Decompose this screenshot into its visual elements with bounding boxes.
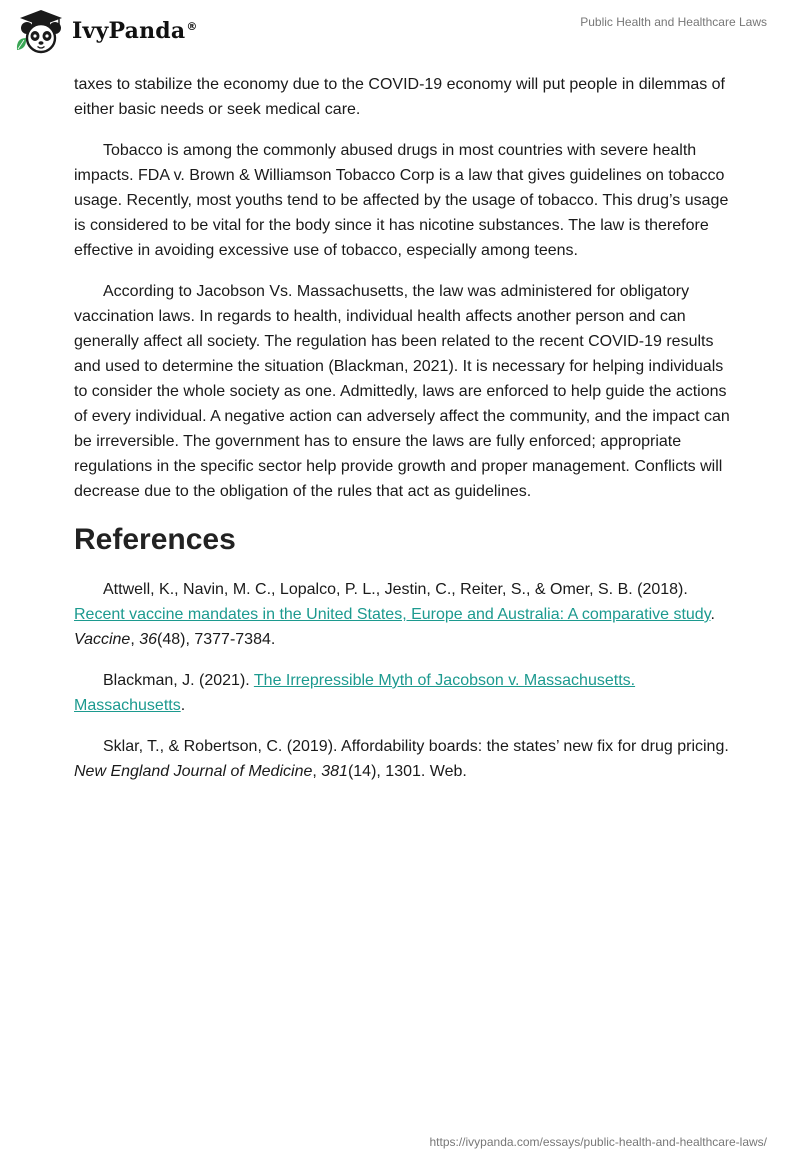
page-header — [0, 0, 800, 70]
reference-separator: , — [130, 631, 140, 648]
reference-link[interactable]: Recent vaccine mandates in the United States, Europe and Australia: A comparative study — [74, 606, 711, 623]
reference-separator: . — [710, 606, 715, 623]
reference-volume: 381 — [321, 763, 348, 780]
footer-url[interactable]: https://ivypanda.com/essays/public-health-and-healthcare-laws/ — [429, 1135, 767, 1149]
reference-journal: Vaccine — [74, 631, 131, 648]
reference-authors: Blackman, J. (2021). — [103, 672, 254, 689]
reference-link[interactable]: The Irrepressible Myth of Jacobson v. Massachusetts. Massachusetts — [74, 672, 636, 714]
registered-mark: ® — [186, 19, 198, 33]
reference-pages: . — [180, 697, 186, 714]
brand-logo[interactable] — [14, 8, 198, 54]
reference-item — [74, 577, 734, 652]
essay-content — [74, 72, 734, 800]
brand-name: IvyPanda® — [72, 18, 198, 44]
reference-pages: (48), 7377-7384. — [157, 631, 276, 648]
paragraph-tobacco: Tobacco is among the commonly abused drugs in most countries with severe health impacts. FDA v. Brown & Williamson Tobacco Corp is a law that gives guidelines on tobacco usage. Recently, most youths tend to be affected by the usage of tobacco. This drug’s usage is considered to be vital for the body since it has nicotine substances. The law is therefore effective in avoiding excessive use of tobacco, especially among teens. — [74, 142, 729, 259]
references-heading: References — [74, 523, 236, 556]
paragraph-jacobson: According to Jacobson Vs. Massachusetts, the law was administered for obligatory vaccination laws. In regards to health, individual health affects another person and can generally affect all society. The regulation has been related to the recent COVID-19 results and used to determine the situation (Blackman, 2021). It is necessary for helping individuals to consider the whole society as one. Admittedly, laws are enforced to help guide the actions of every individual. A negative action can adversely affect the community, and the impact can be irreversible. The government has to ensure the laws are fully enforced; appropriate regulations in the specific sector help provide growth and proper management. Conflicts will decrease due to the obligation of the rules that act as guidelines. — [74, 283, 730, 500]
document-title: Public Health and Healthcare Laws — [580, 15, 767, 29]
reference-item — [74, 734, 734, 784]
reference-authors: Sklar, T., & Robertson, C. (2019). Affordability boards: the states’ new fix for drug pricing. — [103, 738, 729, 755]
reference-separator: , — [312, 763, 322, 780]
reference-pages: (14), 1301. Web. — [347, 763, 467, 780]
panda-logo-icon — [14, 8, 68, 54]
paragraph-continuation: taxes to stabilize the economy due to the COVID-19 economy will put people in dilemmas of either basic needs or seek medical care. — [74, 76, 725, 118]
reference-volume: 36 — [139, 631, 158, 648]
reference-journal: New England Journal of Medicine — [74, 763, 313, 780]
reference-authors: Attwell, K., Navin, M. C., Lopalco, P. L., Jestin, C., Reiter, S., & Omer, S. B. (2018). — [103, 581, 688, 598]
reference-item — [74, 668, 734, 718]
